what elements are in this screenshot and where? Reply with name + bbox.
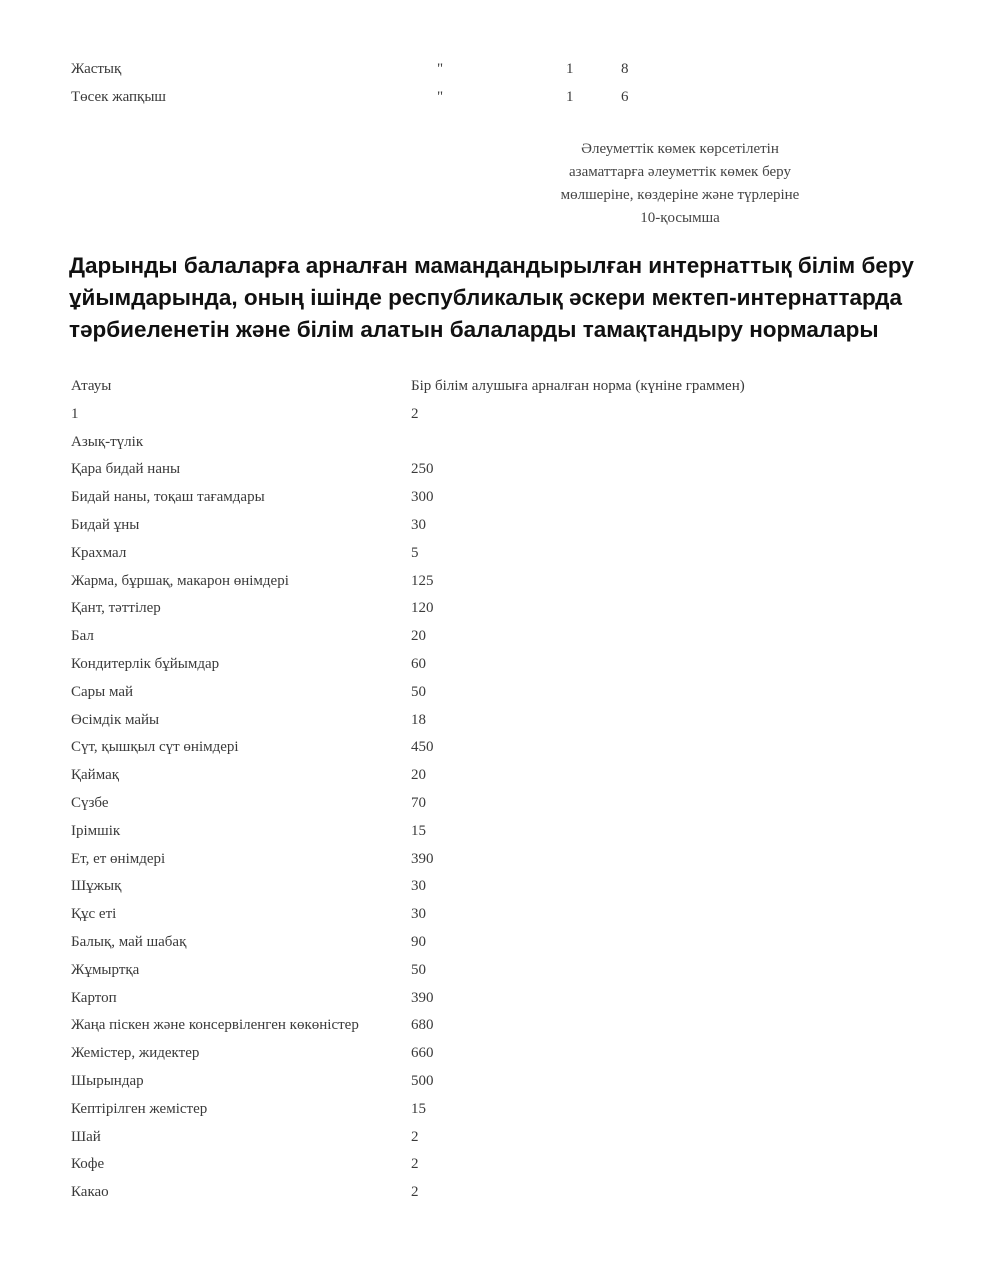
table-row (71, 679, 871, 707)
table-row (71, 1068, 871, 1096)
food-item-name: Шұжық (71, 878, 122, 895)
item-quantity: 1 (566, 61, 574, 77)
food-item-norm: 250 (411, 461, 434, 478)
food-item-name: Ірімшік (71, 822, 121, 839)
item-unit: " (437, 89, 444, 105)
appendix-line: мөлшеріне, көздеріне және түрлеріне (560, 187, 800, 203)
food-item-norm: 390 (411, 850, 434, 867)
column-header-norm: Бір білім алушыға арналған норма (күніне граммен) (411, 378, 745, 394)
table-row (71, 484, 871, 512)
food-item-norm: 20 (411, 767, 426, 784)
food-item-name: Құс еті (71, 906, 117, 923)
table-row (71, 58, 671, 86)
table-row (71, 957, 871, 985)
food-item-norm: 30 (411, 878, 426, 895)
food-item-norm: 680 (411, 1017, 434, 1034)
section-label: Азық-түлік (71, 433, 144, 450)
section-row (71, 429, 871, 457)
table-row (71, 929, 871, 957)
food-item-norm: 50 (411, 683, 426, 700)
food-item-name: Жұмыртқа (71, 961, 140, 978)
column-number-1: 1 (71, 405, 79, 422)
table-row (71, 707, 871, 735)
table-row (71, 651, 871, 679)
column-number-row (71, 401, 871, 429)
previous-table-tail (71, 58, 671, 114)
food-item-name: Жемістер, жидектер (71, 1045, 200, 1062)
food-item-name: Бидай наны, тоқаш тағамдары (71, 489, 265, 506)
appendix-number: 10-қосымша (640, 210, 720, 226)
food-item-name: Крахмал (71, 544, 127, 561)
table-row (71, 623, 871, 651)
table-row (71, 595, 871, 623)
food-item-name: Бидай ұны (71, 516, 140, 533)
item-term: 6 (621, 89, 629, 105)
food-item-norm: 2 (411, 1184, 419, 1201)
title-line: ұйымдарында, оның ішінде республикалық әскери мектеп-интернаттарда (69, 285, 902, 310)
table-row (71, 540, 871, 568)
table-row (71, 1124, 871, 1152)
table-row (71, 1096, 871, 1124)
food-item-norm: 2 (411, 1128, 419, 1145)
food-item-norm: 15 (411, 822, 426, 839)
food-item-name: Кондитерлік бұйымдар (71, 655, 220, 672)
food-item-norm: 90 (411, 933, 426, 950)
food-item-norm: 30 (411, 516, 426, 533)
column-header-name: Атауы (71, 378, 112, 394)
food-item-name: Жарма, бұршақ, макарон өнімдері (71, 572, 289, 589)
food-item-norm: 60 (411, 655, 426, 672)
table-row (71, 1012, 871, 1040)
table-row (71, 1151, 871, 1179)
food-item-name: Сүзбе (71, 794, 109, 811)
appendix-note (530, 138, 830, 230)
item-name: Төсек жапқыш (71, 89, 166, 105)
food-item-name: Жаңа піскен және консервіленген көкөністер (71, 1017, 359, 1034)
food-item-name: Шырындар (71, 1072, 144, 1089)
table-row (71, 734, 871, 762)
nutrition-norms-table (71, 373, 871, 1207)
food-item-norm: 2 (411, 1156, 419, 1173)
table-row (71, 846, 871, 874)
food-item-name: Шай (71, 1128, 101, 1145)
table-row (71, 1040, 871, 1068)
table-row (71, 512, 871, 540)
table-row (71, 873, 871, 901)
food-item-name: Қаймақ (71, 767, 120, 784)
food-item-name: Қант, тәттілер (71, 600, 161, 617)
food-item-name: Бал (71, 628, 94, 645)
appendix-line: Әлеуметтік көмек көрсетілетін (581, 141, 779, 157)
food-item-norm: 20 (411, 628, 426, 645)
appendix-line: азаматтарға әлеуметтік көмек беру (569, 164, 791, 180)
title-line: тәрбиеленетін және білім алатын балаларды тамақтандыру нормалары (69, 317, 879, 342)
item-quantity: 1 (566, 89, 574, 105)
food-item-name: Балық, май шабақ (71, 933, 187, 950)
food-item-norm: 15 (411, 1100, 426, 1117)
food-item-norm: 390 (411, 989, 434, 1006)
food-item-name: Өсімдік майы (71, 711, 160, 728)
food-item-norm: 125 (411, 572, 434, 589)
food-item-norm: 120 (411, 600, 434, 617)
food-item-norm: 30 (411, 906, 426, 923)
table-row (71, 86, 671, 114)
food-item-norm: 450 (411, 739, 434, 756)
food-item-name: Кофе (71, 1156, 105, 1173)
food-item-name: Картоп (71, 989, 117, 1006)
table-row (71, 818, 871, 846)
food-item-norm: 660 (411, 1045, 434, 1062)
food-item-norm: 70 (411, 794, 426, 811)
item-unit: " (437, 61, 444, 77)
table-row (71, 568, 871, 596)
food-item-name: Қара бидай наны (71, 461, 181, 478)
column-number-2: 2 (411, 405, 419, 422)
item-name: Жастық (71, 61, 122, 77)
food-item-name: Кептірілген жемістер (71, 1100, 208, 1117)
food-item-norm: 300 (411, 489, 434, 506)
food-item-name: Ет, ет өнімдері (71, 850, 166, 867)
table-row (71, 790, 871, 818)
food-item-name: Сүт, қышқыл сүт өнімдері (71, 739, 239, 756)
food-item-norm: 500 (411, 1072, 434, 1089)
table-row (71, 901, 871, 929)
table-row (71, 456, 871, 484)
title-line: Дарынды балаларға арналған мамандандырылған интернаттық білім беру (69, 253, 914, 278)
food-item-norm: 18 (411, 711, 426, 728)
document-title (69, 250, 929, 346)
table-row (71, 985, 871, 1013)
food-item-name: Сары май (71, 683, 134, 700)
food-item-name: Какао (71, 1184, 109, 1201)
table-row (71, 762, 871, 790)
food-item-norm: 5 (411, 544, 419, 561)
food-item-norm: 50 (411, 961, 426, 978)
table-header-row (71, 373, 871, 401)
item-term: 8 (621, 61, 629, 77)
table-row (71, 1179, 871, 1207)
